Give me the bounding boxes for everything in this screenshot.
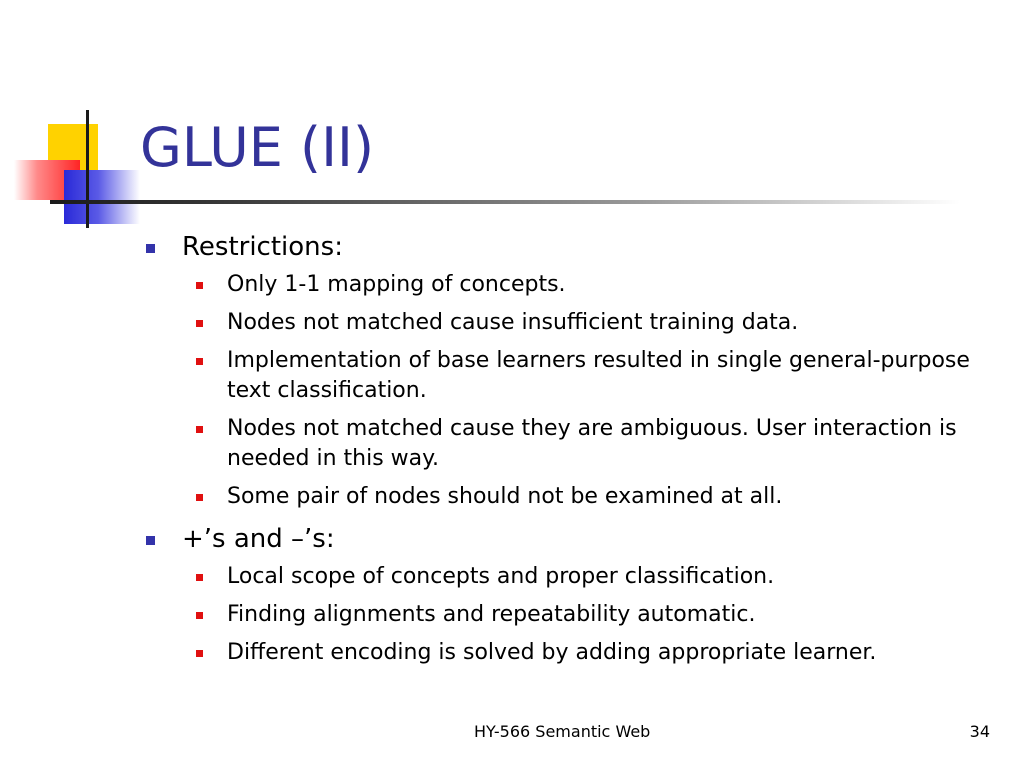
vertical-rule-decoration [86,110,89,228]
level2-bullet-item [0,270,1024,300]
level2-bullet-item [0,600,1024,630]
bullet-text: Nodes not matched cause insufficient training data. [227,310,799,335]
red-square-bullet-icon [196,358,203,365]
bullet-text: Nodes not matched cause they are ambiguous. User interaction is needed in this way. [227,416,957,471]
level2-bullet-item [0,482,1024,512]
section-heading: Restrictions: [182,232,343,262]
bullet-text: Local scope of concepts and proper classification. [227,564,775,589]
bullet-text: Some pair of nodes should not be examined at all. [227,484,783,509]
level1-bullet-item [0,522,1024,556]
blue-square-decoration [64,170,140,224]
red-square-bullet-icon [196,612,203,619]
red-square-bullet-icon [196,282,203,289]
red-square-bullet-icon [196,426,203,433]
section-restrictions [0,230,1024,512]
slide-title: GLUE (II) [140,116,375,179]
bullet-text: Finding alignments and repeatability automatic. [227,602,756,627]
section-heading: +’s and –’s: [182,524,335,554]
bullet-text: Implementation of base learners resulted in single general-purpose text classification. [227,348,970,403]
slide-body [0,230,1024,678]
bullet-text: Different encoding is solved by adding appropriate learner. [227,640,877,665]
red-square-bullet-icon [196,320,203,327]
slide-page-number: 34 [969,722,990,741]
red-square-bullet-icon [196,494,203,501]
footer-course-title: HY-566 Semantic Web [474,722,651,741]
level2-bullet-item [0,562,1024,592]
level1-bullet-item [0,230,1024,264]
level2-bullet-item [0,638,1024,668]
bullet-text: Only 1-1 mapping of concepts. [227,272,566,297]
title-underline-rule [50,200,960,204]
red-square-bullet-icon [196,650,203,657]
level2-bullet-item [0,346,1024,406]
level2-bullet-item [0,308,1024,338]
blue-square-bullet-icon [146,244,155,253]
blue-square-bullet-icon [146,536,155,545]
level2-bullet-item [0,414,1024,474]
red-square-bullet-icon [196,574,203,581]
section-pros-cons [0,522,1024,668]
decorative-corner-graphic [0,0,160,240]
